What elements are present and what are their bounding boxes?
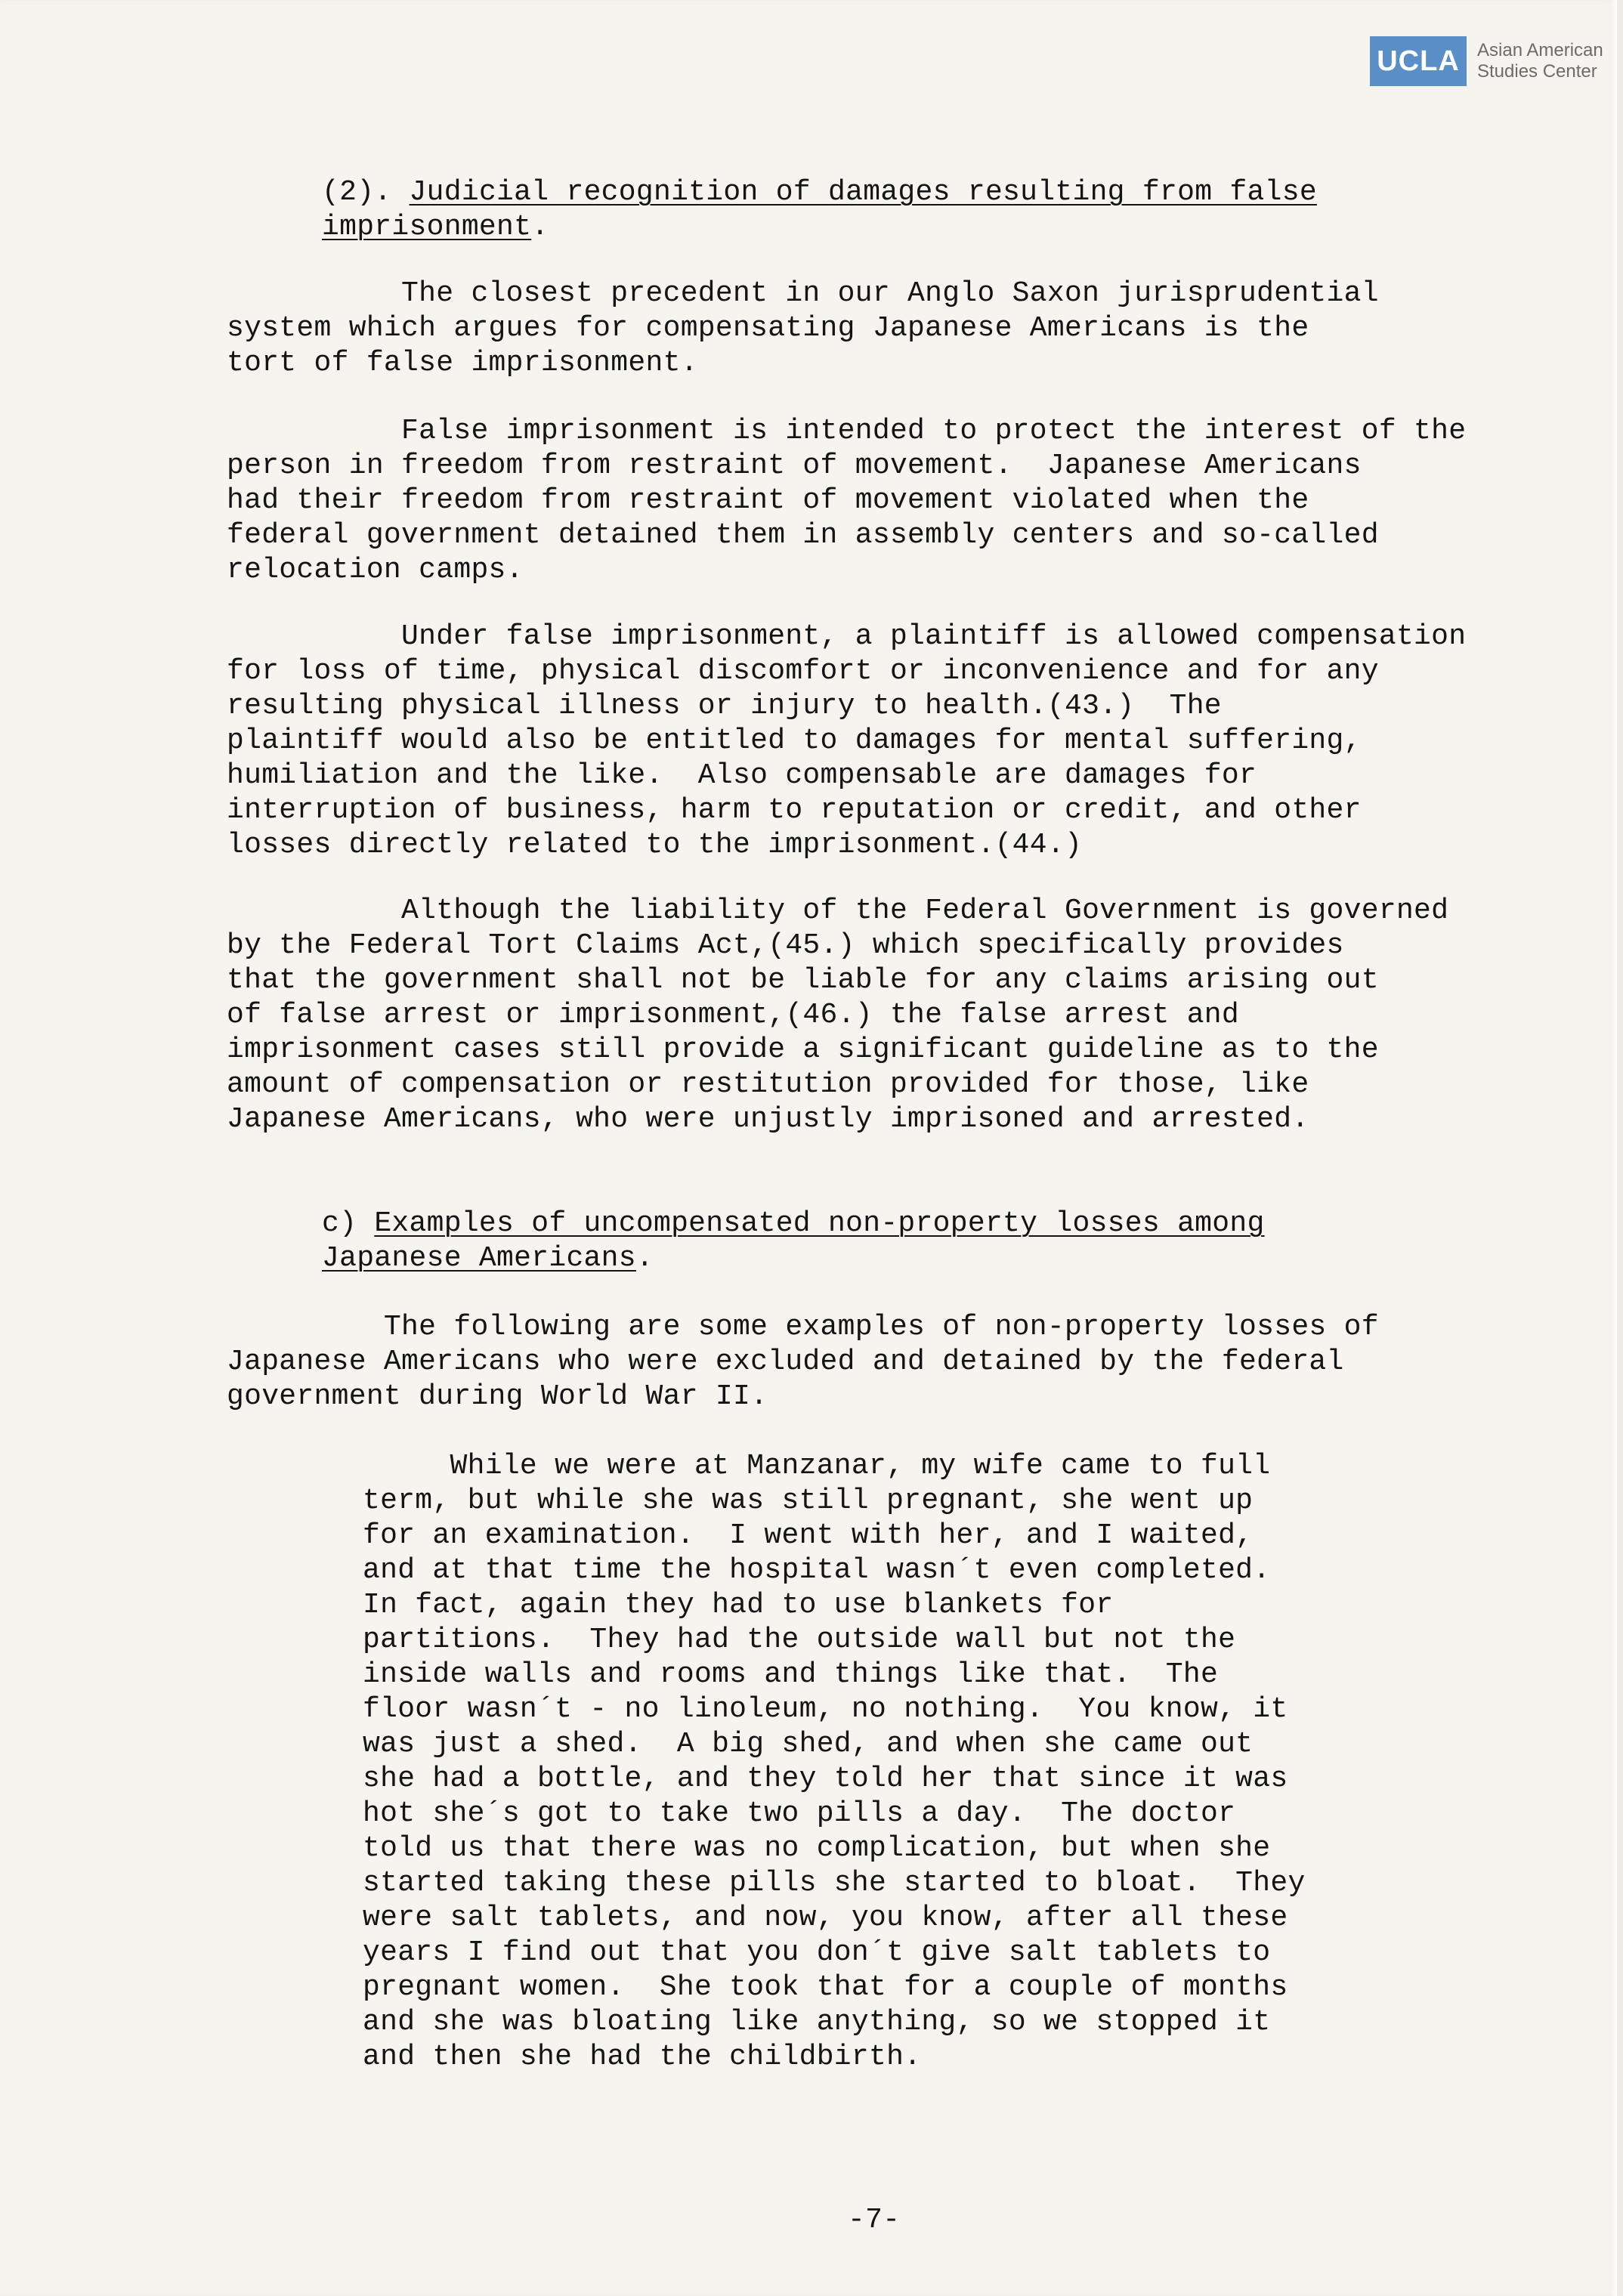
quote-line: pregnant women. She took that for a couple of months — [363, 1971, 1288, 2004]
text-line: had their freedom from restraint of movement violated when the — [227, 484, 1309, 517]
text-line: Japanese Americans, who were unjustly imprisoned and arrested. — [227, 1103, 1309, 1136]
text-line: federal government detained them in assembly centers and so-called — [227, 519, 1379, 552]
quote-line: she had a bottle, and they told her that since it was — [363, 1763, 1288, 1795]
quote-line: told us that there was no complication, but when she — [363, 1832, 1271, 1865]
text-line: The following are some examples of non-property losses of — [227, 1311, 1379, 1343]
text-line: of false arrest or imprisonment,(46.) the false arrest and — [227, 999, 1240, 1031]
text-line: False imprisonment is intended to protect the interest of the — [227, 415, 1467, 447]
section-2-heading — [322, 175, 1317, 245]
paragraph-compensation — [227, 620, 1466, 863]
text-line: interruption of business, harm to reputation or credit, and other — [227, 794, 1362, 827]
text-line: Japanese Americans who were excluded and detained by the federal — [227, 1346, 1344, 1378]
quote-line: While we were at Manzanar, my wife came to full — [363, 1450, 1271, 1482]
section-2-number: (2). — [322, 176, 410, 209]
text-line: government during World War II. — [227, 1380, 768, 1413]
section-2-title-end: . — [531, 211, 549, 243]
section-c-heading — [322, 1207, 1265, 1276]
paragraph-precedent — [227, 277, 1379, 381]
text-line: humiliation and the like. Also compensable are damages for — [227, 759, 1257, 792]
org-name-line1: Asian American — [1477, 40, 1603, 60]
quote-line: was just a shed. A big shed, and when she came out — [363, 1728, 1254, 1760]
section-c-title-end: . — [635, 1242, 654, 1275]
quote-line: years I find out that you don´t give salt tablets to — [363, 1936, 1271, 1969]
paragraph-intro-examples — [227, 1310, 1379, 1414]
text-line: relocation camps. — [227, 554, 524, 586]
section-c-number: c) — [322, 1207, 375, 1240]
section-c-title-line2: Japanese Americans — [322, 1242, 636, 1275]
quote-line: In fact, again they had to use blankets for — [363, 1589, 1114, 1621]
quote-line: inside walls and rooms and things like that. The — [363, 1658, 1219, 1691]
text-line: The closest precedent in our Anglo Saxon jurisprudential — [227, 277, 1379, 310]
ucla-aasc-badge — [1370, 36, 1603, 86]
quote-line: and at that time the hospital wasn´t even completed. — [363, 1554, 1271, 1587]
text-line: resulting physical illness or injury to health.(43.) The — [227, 690, 1222, 722]
text-line: Under false imprisonment, a plaintiff is allowed compensation — [227, 620, 1467, 653]
quote-line: started taking these pills she started to bloat. They — [363, 1867, 1306, 1899]
text-line: by the Federal Tort Claims Act,(45.) which specifically provides — [227, 929, 1344, 962]
section-2-title-line2: imprisonment — [322, 211, 532, 243]
text-line: system which argues for compensating Japanese Americans is the — [227, 312, 1309, 345]
quote-line: and then she had the childbirth. — [363, 2041, 922, 2073]
text-line: person in freedom from restraint of movement. Japanese Americans — [227, 450, 1362, 482]
text-line: losses directly related to the imprisonment.(44.) — [227, 829, 1083, 861]
paragraph-liability — [227, 894, 1448, 1137]
text-line: imprisonment cases still provide a significant guideline as to the — [227, 1034, 1379, 1066]
text-line: tort of false imprisonment. — [227, 347, 698, 379]
testimony-quote — [363, 1449, 1306, 2075]
text-line: amount of compensation or restitution provided for those, like — [227, 1068, 1309, 1101]
quote-line: hot she´s got to take two pills a day. The doctor — [363, 1797, 1236, 1830]
quote-line: term, but while she was still pregnant, she went up — [363, 1485, 1254, 1517]
section-2-title-line1: Judicial recognition of damages resulting from false — [409, 176, 1317, 209]
ucla-logo: UCLA — [1370, 36, 1467, 86]
quote-line: floor wasn´t - no linoleum, no nothing. You know, it — [363, 1693, 1288, 1726]
quote-line: and she was bloating like anything, so we stopped it — [363, 2006, 1271, 2038]
paragraph-false-imprisonment — [227, 414, 1466, 588]
org-name-line2: Studies Center — [1477, 61, 1597, 82]
text-line: for loss of time, physical discomfort or inconvenience and for any — [227, 655, 1379, 688]
quote-line: for an examination. I went with her, and I waited, — [363, 1519, 1254, 1552]
org-name — [1477, 40, 1603, 82]
text-line: plaintiff would also be entitled to damages for mental suffering, — [227, 725, 1362, 757]
section-c-title-line1: Examples of uncompensated non-property losses among — [374, 1207, 1265, 1240]
quote-line: were salt tablets, and now, you know, after all these — [363, 1902, 1288, 1934]
text-line: that the government shall not be liable for any claims arising out — [227, 964, 1379, 997]
page-number: -7- — [848, 2204, 901, 2236]
quote-line: partitions. They had the outside wall but not the — [363, 1624, 1236, 1656]
text-line: Although the liability of the Federal Government is governed — [227, 895, 1449, 927]
